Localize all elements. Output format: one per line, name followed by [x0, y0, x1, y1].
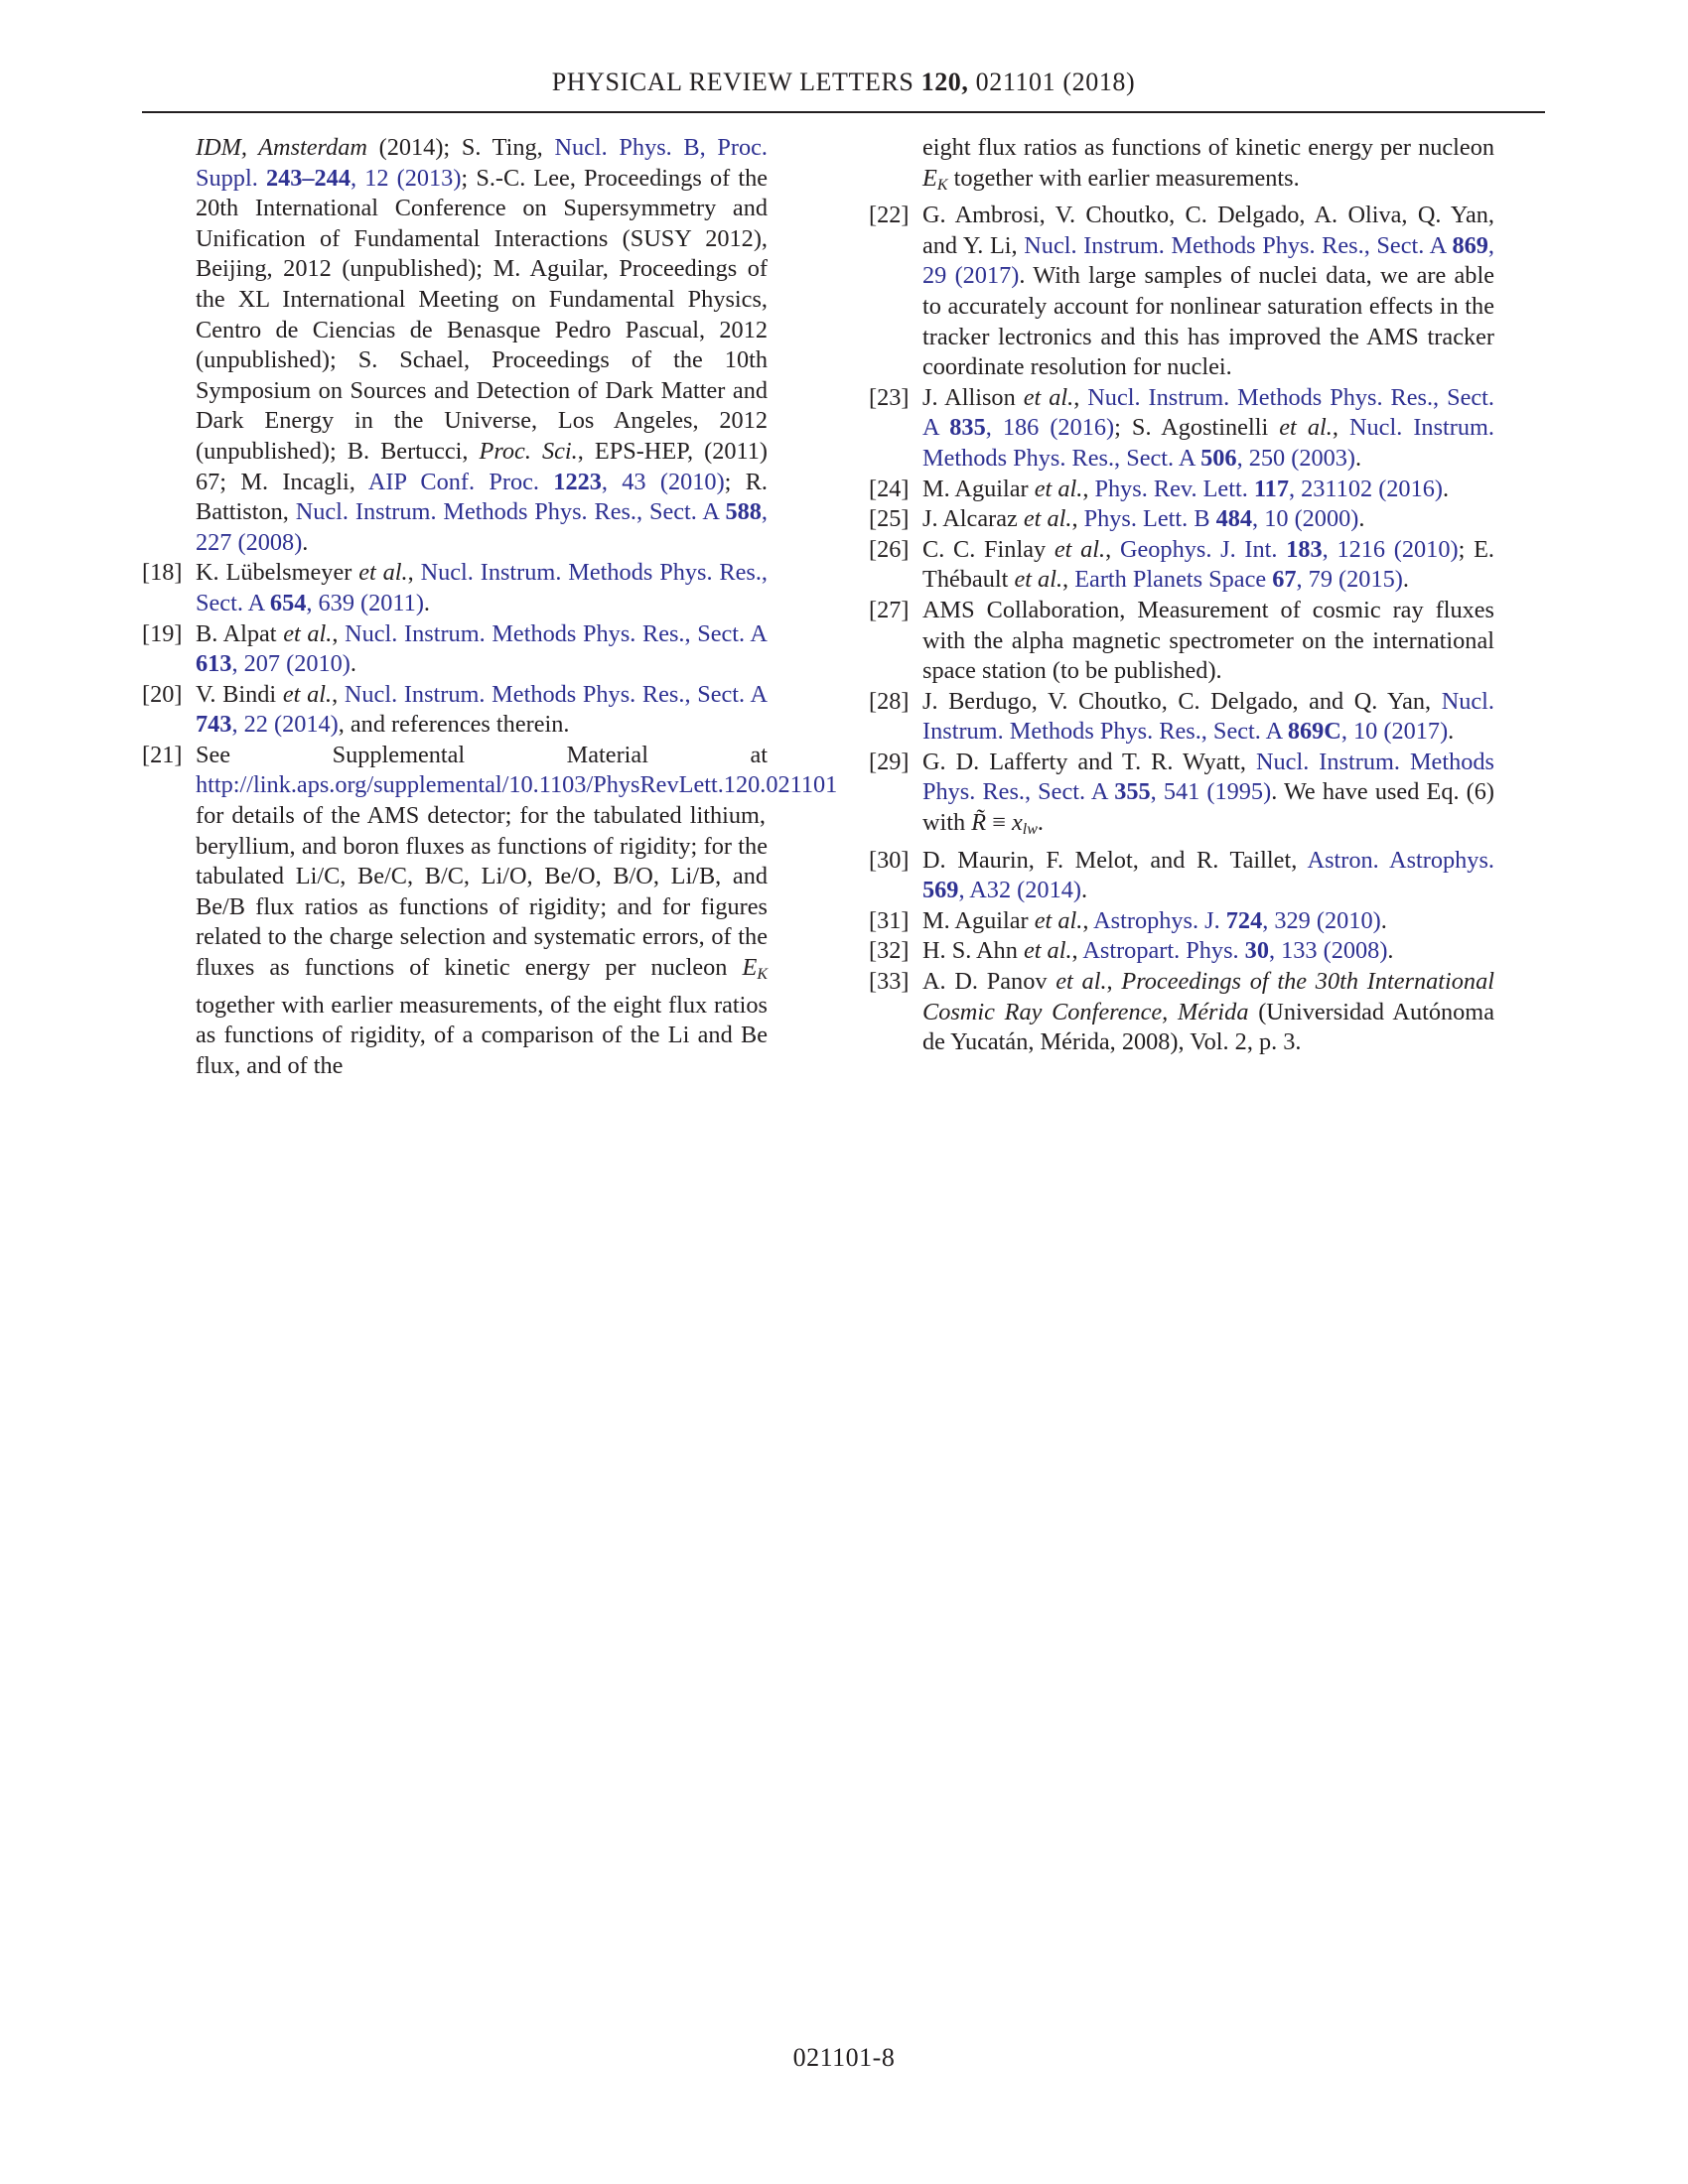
citation-link[interactable]: , 639 (2011)	[306, 589, 424, 616]
reference-text: ,	[1071, 505, 1084, 533]
reference-body	[922, 504, 1494, 535]
citation-link[interactable]: Nucl. Phys. B, Proc. Suppl.	[196, 134, 768, 192]
citation-link[interactable]: , 10 (2017)	[1340, 718, 1449, 746]
reference-text: for details of the AMS detector; for the tabulated lithium, beryllium, and boron fluxes as functions of rigidity; for the tabulated Li/C, Be/C, B/C, Li/O, Be/O, B/O, Li/B, and Be/B flux ratios as functions of rigidity; and for figures related to the charge selection and systematic errors, of the fluxes as functions of kinetic energy per nucleon	[196, 802, 768, 982]
reference-text: V. Bindi	[196, 680, 283, 708]
citation-link[interactable]: , 207 (2010)	[231, 650, 351, 678]
italic-text: Proceedings of the 30th International Cosmic Ray Conference, Mérida	[922, 968, 1494, 1025]
reference-text: G. Ambrosi, V. Choutko, C. Delgado, A. Oliva, Q. Yan, and Y. Li,	[922, 202, 1494, 259]
journal-name: PHYSICAL REVIEW LETTERS	[551, 68, 914, 96]
citation-link[interactable]: Nucl. Instrum. Methods Phys. Res., Sect. A	[196, 559, 768, 616]
reference-body	[922, 475, 1494, 505]
reference-text: , and references therein.	[338, 711, 570, 739]
reference-body	[922, 846, 1494, 906]
reference-text: ,	[1082, 475, 1095, 502]
reference-entry	[869, 687, 1494, 748]
reference-entry	[142, 619, 768, 680]
reference-text: . With large samples of nuclei data, we are able to accurately account for nonlinear saturation effects in the tracker lectronics and this has improved the AMS tracker coordinate resolution for nuclei.	[922, 262, 1494, 381]
reference-body	[922, 748, 1494, 846]
reference-body	[922, 936, 1494, 967]
reference-body	[196, 619, 768, 680]
italic-text: et al.	[1023, 937, 1072, 965]
citation-volume-link[interactable]: 869	[1452, 231, 1488, 259]
reference-number: [27]	[869, 596, 910, 623]
reference-text: .	[1080, 877, 1088, 904]
italic-text: et al.	[1279, 414, 1333, 442]
reference-text: .	[1355, 444, 1362, 472]
citation-link[interactable]: , 250 (2003)	[1236, 444, 1356, 472]
right-column	[869, 133, 1494, 1058]
reference-entry	[869, 967, 1494, 1058]
reference-body	[922, 596, 1494, 687]
citation-link[interactable]: , 227 (2008)	[196, 498, 768, 556]
citation-link[interactable]: , 186 (2016)	[985, 414, 1115, 442]
left-column	[142, 133, 838, 1081]
reference-text: .	[302, 528, 309, 556]
reference-body	[922, 535, 1494, 596]
citation-volume-link[interactable]: 569	[922, 877, 959, 904]
reference-body	[922, 687, 1494, 748]
reference-text: eight flux ratios as functions of kinetic energy per nucleon	[922, 134, 1494, 161]
reference-number: [20]	[142, 680, 183, 708]
reference-text: ,	[1071, 937, 1083, 965]
subscript: K	[936, 176, 948, 194]
reference-number: [24]	[869, 475, 910, 502]
citation-link[interactable]: Phys. Rev. Lett.	[1094, 475, 1254, 502]
italic-text: E	[922, 164, 937, 192]
reference-text: .	[1358, 505, 1365, 533]
running-header	[142, 68, 1545, 97]
reference-entry	[869, 201, 1494, 383]
reference-number: [23]	[869, 383, 910, 411]
citation-link[interactable]: http://link.aps.org/supplemental/10.1103/PhysRevLett.120.021101	[196, 771, 838, 799]
reference-text: AMS Collaboration, Measurement of cosmic ray fluxes with the alpha magnetic spectrometer on the international space station (to be published).	[922, 596, 1494, 685]
citation-link[interactable]: , 10 (2000)	[1252, 505, 1359, 533]
reference-text: B. Alpat	[196, 619, 284, 647]
article-number-year: 021101 (2018)	[975, 68, 1136, 96]
reference-17-continuation	[142, 133, 768, 558]
reference-text: ,	[1105, 535, 1120, 563]
reference-text: H. S. Ahn	[922, 937, 1024, 965]
reference-text: .	[1442, 475, 1450, 502]
citation-link[interactable]: , 329 (2010)	[1262, 906, 1381, 934]
reference-number: [29]	[869, 748, 910, 775]
reference-entry	[869, 596, 1494, 687]
citation-volume-link[interactable]: 506	[1200, 444, 1237, 472]
italic-text: et al.	[1034, 475, 1083, 502]
citation-link[interactable]: Astron. Astrophys.	[1307, 846, 1494, 874]
citation-volume-link[interactable]: 1223	[553, 468, 602, 495]
italic-text: E	[742, 954, 758, 982]
reference-text: J. Alcaraz	[922, 505, 1024, 533]
citation-link[interactable]: Nucl. Instrum. Methods Phys. Res., Sect. A	[922, 687, 1494, 746]
citation-link[interactable]: Astropart. Phys.	[1082, 937, 1245, 965]
italic-text: R̃	[971, 809, 987, 837]
reference-number: [32]	[869, 937, 910, 965]
reference-text: together with earlier measurements.	[947, 164, 1300, 192]
reference-entry	[869, 846, 1494, 906]
citation-link[interactable]: , 12 (2013)	[350, 164, 462, 192]
italic-text: et al.	[1023, 383, 1074, 411]
reference-text: .	[1380, 906, 1387, 934]
reference-text: , EPS-HEP, (2011) 67; M. Incagli,	[196, 437, 769, 495]
reference-entry	[869, 748, 1494, 846]
reference-entry	[869, 936, 1494, 967]
reference-text: together with earlier measurements, of the eight flux ratios as functions of rigidity, of a comparison of the Li and Be flux, and of the	[196, 991, 768, 1079]
reference-text: ; E. Thébault	[922, 535, 1494, 594]
reference-entry	[142, 680, 768, 741]
citation-link[interactable]: Nucl. Instrum. Methods Phys. Res., Sect. A	[345, 619, 768, 647]
citation-link[interactable]: Nucl. Instrum. Methods Phys. Res., Sect. A	[1024, 231, 1453, 259]
reference-text: ,	[1082, 906, 1094, 934]
reference-text: ,	[332, 619, 346, 647]
reference-text: J. Allison	[922, 383, 1024, 411]
citation-link[interactable]: Nucl. Instrum. Methods Phys. Res., Sect. A	[922, 383, 1494, 442]
reference-body	[922, 967, 1494, 1058]
citation-volume-link[interactable]: 243–244	[265, 164, 351, 192]
citation-link[interactable]: , 79 (2015)	[1296, 566, 1403, 594]
reference-body	[196, 680, 768, 741]
reference-entry	[869, 504, 1494, 535]
italic-text: et al.	[1034, 906, 1083, 934]
reference-entry	[869, 475, 1494, 505]
reference-text: .	[1448, 718, 1455, 746]
reference-text: ,	[1062, 566, 1075, 594]
italic-text: et al.	[1054, 535, 1106, 563]
citation-volume-link[interactable]: 654	[269, 589, 307, 616]
reference-text: .	[1387, 937, 1394, 965]
reference-text: M. Aguilar	[922, 475, 1035, 502]
reference-text: ,	[332, 680, 345, 708]
citation-link[interactable]: , 43 (2010)	[601, 468, 725, 495]
italic-text: et al.	[1023, 505, 1072, 533]
reference-entry	[142, 741, 838, 1082]
reference-number: [19]	[142, 619, 183, 647]
citation-volume-link[interactable]: 724	[1225, 906, 1263, 934]
italic-text: et al.	[358, 559, 408, 587]
citation-link[interactable]: Nucl. Instrum. Methods Phys. Res., Sect. A	[922, 748, 1494, 806]
reference-body	[922, 201, 1494, 383]
subscript: lw	[1022, 821, 1038, 839]
reference-entry	[142, 558, 768, 618]
reference-text: See Supplemental Material at	[196, 741, 768, 768]
reference-number: [25]	[869, 505, 910, 533]
reference-number: [33]	[869, 968, 910, 996]
italic-text: et al.	[282, 680, 333, 708]
italic-text: x	[1011, 809, 1023, 837]
reference-text: A. D. Panov	[922, 968, 1056, 996]
citation-volume-link[interactable]: 355	[1114, 778, 1151, 806]
citation-link[interactable]: Geophys. J. Int.	[1119, 535, 1287, 563]
reference-text: ,	[1106, 968, 1122, 996]
reference-body	[922, 383, 1494, 475]
reference-text: C. C. Finlay	[922, 535, 1055, 563]
header-rule	[142, 111, 1545, 113]
citation-volume-link[interactable]: 67	[1272, 566, 1297, 594]
subscript: K	[757, 966, 768, 984]
citation-volume-link[interactable]: 835	[949, 414, 986, 442]
reference-body	[922, 906, 1494, 937]
italic-text: IDM, Amsterdam	[196, 134, 367, 161]
reference-text: ; S. Agostinelli	[1114, 414, 1280, 442]
reference-text: ,	[1332, 414, 1349, 442]
citation-link[interactable]: Astrophys. J.	[1093, 906, 1226, 934]
reference-text: ,	[1073, 383, 1088, 411]
reference-body	[196, 741, 838, 1082]
citation-volume-link[interactable]: 588	[725, 498, 762, 526]
reference-text: M. Aguilar	[922, 906, 1035, 934]
reference-number: [30]	[869, 846, 910, 874]
citation-link[interactable]: AIP Conf. Proc.	[367, 468, 554, 495]
citation-link[interactable]: , 29 (2017)	[922, 231, 1494, 290]
citation-volume-link[interactable]: 869C	[1287, 718, 1341, 746]
italic-text: et al.	[1055, 968, 1107, 996]
reference-text: K. Lübelsmeyer	[196, 559, 359, 587]
citation-link[interactable]: Earth Planets Space	[1074, 566, 1273, 594]
citation-link[interactable]: Nucl. Instrum. Methods Phys. Res., Sect. A	[344, 680, 768, 708]
reference-21-continuation	[869, 133, 1494, 201]
volume-number: 120,	[920, 68, 969, 96]
reference-body	[196, 558, 768, 618]
citation-volume-link[interactable]: 484	[1215, 505, 1253, 533]
reference-entry	[869, 535, 1494, 596]
reference-text: D. Maurin, F. Melot, and R. Taillet,	[922, 846, 1308, 874]
citation-link[interactable]: , 231102 (2016)	[1288, 475, 1443, 502]
reference-number: [31]	[869, 906, 910, 934]
left-reference-list	[142, 558, 838, 1081]
italic-text: et al.	[283, 619, 333, 647]
reference-number: [18]	[142, 559, 183, 587]
reference-text: .	[1402, 566, 1409, 594]
reference-text: (2014); S. Ting,	[366, 134, 555, 161]
citation-link[interactable]: Nucl. Instrum. Methods Phys. Res., Sect. A	[922, 414, 1494, 472]
reference-number: [22]	[869, 202, 910, 229]
page-number: 021101-8	[792, 2043, 896, 2072]
reference-entry	[869, 383, 1494, 475]
citation-volume-link[interactable]: 30	[1244, 937, 1269, 965]
italic-text: et al.	[1014, 566, 1063, 594]
reference-text: .	[1037, 809, 1044, 837]
citation-volume-link[interactable]: 613	[196, 650, 232, 678]
reference-text: . We have used Eq. (6) with	[922, 778, 1494, 837]
reference-number: [26]	[869, 535, 910, 563]
reference-text: (Universidad Autónoma de Yucatán, Mérida, 2008), Vol. 2, p. 3.	[922, 998, 1494, 1056]
citation-link[interactable]: , A32 (2014)	[958, 877, 1081, 904]
reference-text: G. D. Lafferty and T. R. Wyatt,	[922, 748, 1256, 775]
citation-link[interactable]: Nucl. Instrum. Methods Phys. Res., Sect. A	[295, 498, 726, 526]
reference-entry	[869, 906, 1494, 937]
reference-text: .	[423, 589, 430, 616]
citation-volume-link[interactable]: 183	[1286, 535, 1323, 563]
right-reference-list	[869, 201, 1494, 1058]
citation-link[interactable]: , 1216 (2010)	[1322, 535, 1459, 563]
reference-text: .	[350, 650, 356, 678]
reference-number: [28]	[869, 687, 910, 715]
reference-number: [21]	[142, 741, 183, 768]
citation-volume-link[interactable]: 743	[196, 711, 232, 739]
citation-link[interactable]: , 541 (1995)	[1150, 778, 1272, 806]
reference-text: J. Berdugo, V. Choutko, C. Delgado, and Q. Yan,	[922, 687, 1442, 715]
reference-text: ; R. Battiston,	[196, 468, 768, 526]
citation-link[interactable]: Phys. Lett. B	[1083, 505, 1216, 533]
reference-text: ; S.-C. Lee, Proceedings of the 20th International Conference on Supersymmetry and Unification of Fundamental Interactions (SUSY 2012), Beijing, 2012 (unpublished); M. Aguilar, Proceedings of the XL International Meeting on Fundamental Physics, Centro de Ciencias de Benasque Pedro Pascual, 2012 (unpublished); S. Schael, Proceedings of the 10th Symposium on Sources and Detection of Dark Matter and Dark Energy in the Universe, Los Angeles, 2012 (unpublished); B. Bertucci,	[196, 164, 769, 465]
reference-text: ≡	[986, 809, 1012, 837]
italic-text: Proc. Sci.	[479, 437, 578, 465]
citation-volume-link[interactable]: 117	[1253, 475, 1289, 502]
reference-text: ,	[407, 559, 421, 587]
citation-link[interactable]: , 22 (2014)	[231, 711, 339, 739]
citation-link[interactable]: , 133 (2008)	[1268, 937, 1388, 965]
